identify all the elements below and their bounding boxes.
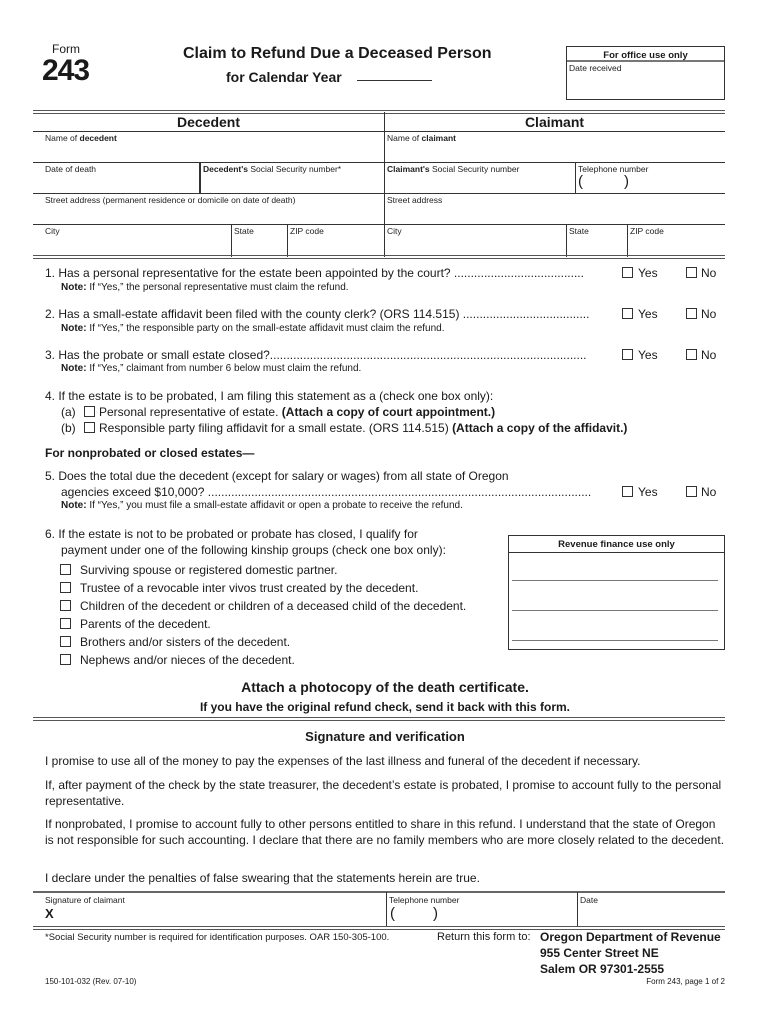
declaration-paragraph: I declare under the penalties of false swearing that the statements herein are true. xyxy=(45,871,480,885)
no-label: No xyxy=(701,485,717,499)
kinship-checkbox[interactable] xyxy=(60,564,71,575)
question-3-note: Note: If “Yes,” claimant from number 6 below must claim the refund. xyxy=(61,363,362,374)
revenue-finance-box xyxy=(508,535,725,650)
kinship-option-label: Children of the decedent or children of a deceased child of the decedent. xyxy=(80,599,467,613)
kinship-checkbox[interactable] xyxy=(60,636,71,647)
decedent-state-field[interactable]: State xyxy=(234,226,254,236)
kinship-checkbox[interactable] xyxy=(60,618,71,629)
claimant-zip-field[interactable]: ZIP code xyxy=(630,226,664,236)
yes-label: Yes xyxy=(638,307,658,321)
signature-date-field[interactable]: Date xyxy=(580,895,598,905)
yes-label: Yes xyxy=(638,485,658,499)
claimant-ssn-field[interactable]: Claimant's Social Security number xyxy=(387,164,520,174)
q4b-checkbox[interactable] xyxy=(84,422,95,433)
kinship-checkbox[interactable] xyxy=(60,654,71,665)
office-use-title: For office use only xyxy=(567,47,724,62)
question-6-line1: 6. If the estate is not to be probated or probate has closed, I qualify for xyxy=(45,527,418,541)
form-number: 243 xyxy=(42,54,90,87)
promise-paragraph-1: I promise to use all of the money to pay the expenses of the last illness and funeral of the decedent if necessary. xyxy=(45,754,641,768)
q1-yes-checkbox[interactable] xyxy=(622,267,633,278)
kinship-option-label: Surviving spouse or registered domestic partner. xyxy=(80,563,338,577)
question-6-line2: payment under one of the following kinship groups (check one box only): xyxy=(61,543,446,557)
decedent-ssn-field[interactable]: Decedent's Social Security number* xyxy=(203,164,342,174)
return-address-line3: Salem OR 97301-2555 xyxy=(540,962,665,976)
paren-close: ) xyxy=(433,905,438,922)
signature-field[interactable]: Signature of claimant xyxy=(45,895,125,905)
paren-close: ) xyxy=(624,173,629,190)
paren-open: ( xyxy=(390,905,395,922)
question-5-line1: 5. Does the total due the decedent (except for salary or wages) from all state of Oregon xyxy=(45,469,509,483)
claimant-state-field[interactable]: State xyxy=(569,226,589,236)
yes-label: Yes xyxy=(638,348,658,362)
q4a-checkbox[interactable] xyxy=(84,406,95,417)
q5-no-checkbox[interactable] xyxy=(686,486,697,497)
question-2: 2. Has a small-estate affidavit been filed with the county clerk? (ORS 114.515) ...................................... xyxy=(45,307,590,321)
promise-paragraph-2: If, after payment of the check by the state treasurer, the decedent’s estate is probated, I promise to account fully to the personal representative. xyxy=(45,778,722,808)
form-word: Form xyxy=(52,42,80,56)
page-number: Form 243, page 1 of 2 xyxy=(646,977,725,986)
return-check-notice: If you have the original refund check, send it back with this form. xyxy=(199,700,571,714)
q3-yes-checkbox[interactable] xyxy=(622,349,633,360)
claimant-header: Claimant xyxy=(524,114,585,130)
date-of-death-field[interactable]: Date of death xyxy=(45,164,97,174)
revenue-finance-title: Revenue finance use only xyxy=(509,536,724,553)
q4a-text: Personal representative of estate. (Attach a copy of court appointment.) xyxy=(99,405,496,419)
yes-label: Yes xyxy=(638,266,658,280)
signature-telephone-field[interactable]: Telephone number xyxy=(389,895,460,905)
promise-paragraph-3: If nonprobated, I promise to account fully to other persons entitled to share in this refund. I understand that the state of Oregon is not responsible for such accounting. I declare that there are no family members who are more closely related to the decedent. xyxy=(45,817,725,847)
q4b-text: Responsible party filing affidavit for a small estate. (ORS 114.515) (Attach a copy of the affidavit.) xyxy=(99,421,628,435)
claimant-name-field[interactable]: Name of claimant xyxy=(387,133,456,143)
q2-yes-checkbox[interactable] xyxy=(622,308,633,319)
question-4: 4. If the estate is to be probated, I am filing this statement as a (check one box only): xyxy=(45,389,494,403)
question-3: 3. Has the probate or small estate closed?............................................................................................... xyxy=(45,348,587,362)
office-use-box xyxy=(566,46,725,100)
calendar-year-field[interactable] xyxy=(357,67,432,81)
paren-open: ( xyxy=(578,173,583,190)
kinship-option-label: Trustee of a revocable inter vivos trust created by the decedent. xyxy=(80,581,419,595)
claimant-telephone-field[interactable]: Telephone number xyxy=(578,164,649,174)
form-title: Claim to Refund Due a Deceased Person xyxy=(183,45,492,62)
question-1: 1. Has a personal representative for the estate been appointed by the court? ....................................... xyxy=(45,266,584,280)
q3-no-checkbox[interactable] xyxy=(686,349,697,360)
date-received-label: Date received xyxy=(569,63,622,73)
claimant-street-field[interactable]: Street address xyxy=(387,195,443,205)
divider xyxy=(33,717,725,721)
kinship-option-label: Parents of the decedent. xyxy=(80,617,211,631)
kinship-option-label: Nephews and/or nieces of the decedent. xyxy=(80,653,295,667)
signature-x-mark: X xyxy=(45,906,54,921)
no-label: No xyxy=(701,266,717,280)
kinship-option-label: Brothers and/or sisters of the decedent. xyxy=(80,635,291,649)
ssn-footnote: *Social Security number is required for identification purposes. OAR 150-305-100. xyxy=(45,932,390,943)
decedent-city-field[interactable]: City xyxy=(45,226,60,236)
no-label: No xyxy=(701,348,717,362)
return-address-line1: Oregon Department of Revenue xyxy=(540,930,721,944)
decedent-zip-field[interactable]: ZIP code xyxy=(290,226,324,236)
signature-heading: Signature and verification xyxy=(305,729,465,744)
claimant-city-field[interactable]: City xyxy=(387,226,402,236)
q4b-label: (b) xyxy=(61,421,76,435)
return-to-label: Return this form to: xyxy=(437,931,531,943)
question-2-note: Note: If “Yes,” the responsible party on the small-estate affidavit must claim the refund. xyxy=(61,323,445,334)
nonprobated-heading: For nonprobated or closed estates— xyxy=(45,446,255,460)
attach-certificate-notice: Attach a photocopy of the death certificate. xyxy=(241,679,529,695)
form-subtitle: for Calendar Year xyxy=(226,69,342,85)
question-5-note: Note: If “Yes,” you must file a small-estate affidavit or open a probate to receive the refund. xyxy=(61,500,463,511)
question-1-note: Note: If “Yes,” the personal representative must claim the refund. xyxy=(61,282,349,293)
decedent-name-field[interactable]: Name of decedent xyxy=(45,133,117,143)
decedent-header: Decedent xyxy=(176,114,241,130)
decedent-street-field[interactable]: Street address (permanent residence or domicile on date of death) xyxy=(45,195,296,205)
return-address-line2: 955 Center Street NE xyxy=(540,946,659,960)
q5-yes-checkbox[interactable] xyxy=(622,486,633,497)
no-label: No xyxy=(701,307,717,321)
q1-no-checkbox[interactable] xyxy=(686,267,697,278)
form-code: 150-101-032 (Rev. 07-10) xyxy=(45,977,137,986)
q4a-label: (a) xyxy=(61,405,76,419)
kinship-checkbox[interactable] xyxy=(60,582,71,593)
q2-no-checkbox[interactable] xyxy=(686,308,697,319)
question-5-line2: agencies exceed $10,000? ................................................................................................................... xyxy=(61,485,592,499)
divider xyxy=(33,255,725,259)
kinship-checkbox[interactable] xyxy=(60,600,71,611)
